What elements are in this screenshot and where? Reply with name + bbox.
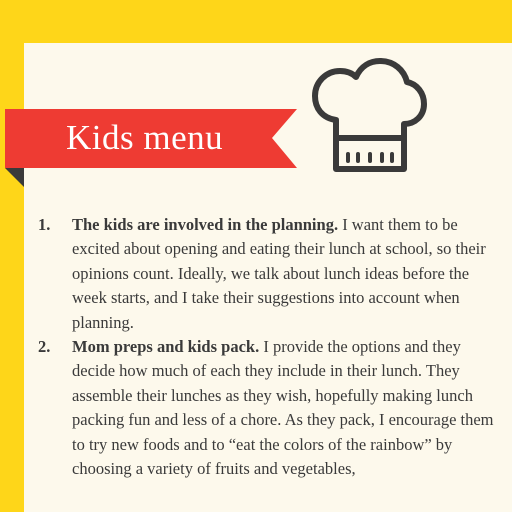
item-number: 2. bbox=[38, 337, 51, 357]
item-lead: The kids are involved in the planning. bbox=[72, 215, 339, 234]
list-item bbox=[38, 335, 508, 481]
item-body: I want them to be excited about opening and eating their lunch at school, so their opinions count. Ideally, we talk about lunch ideas before the week starts, and I take their suggestions into account when planning. bbox=[72, 215, 486, 332]
item-body: I provide the options and they decide how much of each they include in their lunch. They assemble their lunches as they wish, hopefully making lunch packing fun and less of a chore. As they pack, I encourage them to try new foods and to “eat the colors of the rainbow” by choosing a variety of fruits and vegetables, bbox=[72, 337, 494, 479]
list-item bbox=[38, 213, 508, 335]
item-lead: Mom preps and kids pack. bbox=[72, 337, 260, 357]
page-title: Kids menu bbox=[66, 118, 224, 157]
item-number: 1. bbox=[38, 215, 51, 234]
tips-list bbox=[38, 213, 508, 481]
chef-hat-icon bbox=[312, 58, 428, 176]
